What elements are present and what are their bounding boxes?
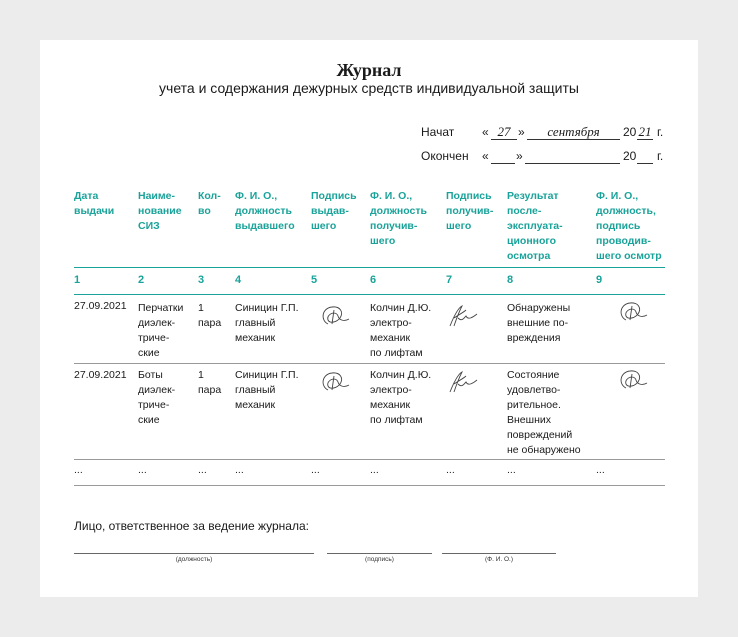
name-line [442, 553, 556, 554]
journal-page [40, 40, 698, 597]
row-item: Перчатки диэлек- триче- ские [138, 302, 184, 359]
header-divider [74, 267, 665, 268]
position-line [74, 553, 314, 554]
ended-month-line [525, 163, 620, 164]
started-open-quote: « [482, 125, 489, 139]
inspector-signature-icon [616, 298, 650, 326]
receiver-signature-icon [444, 302, 478, 330]
header-date: Дата выдачи [74, 190, 115, 217]
column-number: 9 [596, 274, 603, 286]
started-year-suffix: 21 [638, 124, 652, 139]
started-month: сентября [547, 124, 600, 139]
ellipsis-cell: ... [311, 464, 320, 476]
numbers-divider [74, 294, 665, 295]
header-qty: Кол- во [198, 190, 221, 217]
document-title: Журнал [336, 60, 402, 80]
row-result: Состояние удовлетво- рительное. Внешних повреждений не обнаружено [507, 369, 581, 456]
row-item: Боты диэлек- триче- ские [138, 369, 176, 426]
started-year-prefix: 20 [623, 125, 637, 139]
header-receiver: Ф. И. О., должность получив- шего [370, 190, 427, 247]
ended-year-prefix: 20 [623, 149, 637, 163]
signature-caption: (подпись) [365, 556, 394, 563]
ended-year-line [637, 163, 653, 164]
column-number: 7 [446, 274, 453, 286]
issuer-signature-icon [318, 302, 352, 330]
ellipsis-cell: ... [74, 464, 83, 476]
header-issuer: Ф. И. О., должность выдавшего [235, 190, 295, 232]
started-year-unit: г. [657, 125, 664, 139]
name-caption: (Ф. И. О.) [484, 556, 514, 563]
inspector-signature-icon [616, 366, 650, 394]
column-number: 1 [74, 274, 81, 286]
issuer-signature-icon [318, 368, 352, 396]
table-bottom-rule [74, 485, 665, 486]
ellipsis-cell: ... [235, 464, 244, 476]
started-day: 27 [497, 124, 511, 139]
column-number: 3 [198, 274, 205, 286]
row-issuer: Синицин Г.П. главный механик [235, 369, 299, 411]
started-date [421, 125, 666, 143]
row-qty: 1 пара [198, 369, 222, 396]
row-receiver: Колчин Д.Ю. электро- механик по лифтам [370, 369, 432, 426]
ellipsis-cell: ... [507, 464, 516, 476]
row-date: 27.09.2021 [74, 369, 127, 381]
ended-year-unit: г. [657, 149, 664, 163]
ellipsis-cell: ... [446, 464, 455, 476]
header-receiver-signature: Подпись получив- шего [446, 190, 494, 232]
row-divider [74, 459, 665, 460]
responsible-person-label: Лицо, ответственное за ведение журнала: [74, 519, 309, 533]
row-date: 27.09.2021 [74, 300, 127, 312]
column-number: 2 [138, 274, 145, 286]
row-result: Обнаружены внешние по- вреждения [507, 302, 571, 344]
started-label: Начат [421, 125, 455, 139]
ellipsis-cell: ... [198, 464, 207, 476]
column-number: 4 [235, 274, 242, 286]
position-caption: (должность) [175, 556, 213, 563]
header-item: Наиме- нование СИЗ [138, 190, 182, 232]
column-number: 6 [370, 274, 377, 286]
row-issuer: Синицин Г.П. главный механик [235, 302, 299, 344]
row-divider [74, 363, 665, 364]
ended-open-quote: « [482, 149, 489, 163]
header-result: Результат после- эксплуата- ционного осмотра [507, 190, 563, 262]
signature-line [327, 553, 432, 554]
column-number: 5 [311, 274, 318, 286]
ellipsis-cell: ... [138, 464, 147, 476]
receiver-signature-icon [444, 368, 478, 396]
ended-day-line [491, 163, 515, 164]
row-receiver: Колчин Д.Ю. электро- механик по лифтам [370, 302, 432, 359]
started-close-quote: » [518, 125, 525, 139]
document-subtitle: учета и содержания дежурных средств индивидуальной защиты [159, 80, 579, 96]
ended-date [421, 149, 666, 167]
ellipsis-cell: ... [370, 464, 379, 476]
ended-label: Окончен [421, 149, 469, 163]
ellipsis-cell: ... [596, 464, 605, 476]
header-inspector: Ф. И. О., должность, подпись проводив- шего осмотр [596, 190, 662, 262]
ended-close-quote: » [516, 149, 523, 163]
row-qty: 1 пара [198, 302, 222, 329]
column-number: 8 [507, 274, 514, 286]
header-issuer-signature: Подпись выдав- шего [311, 190, 357, 232]
